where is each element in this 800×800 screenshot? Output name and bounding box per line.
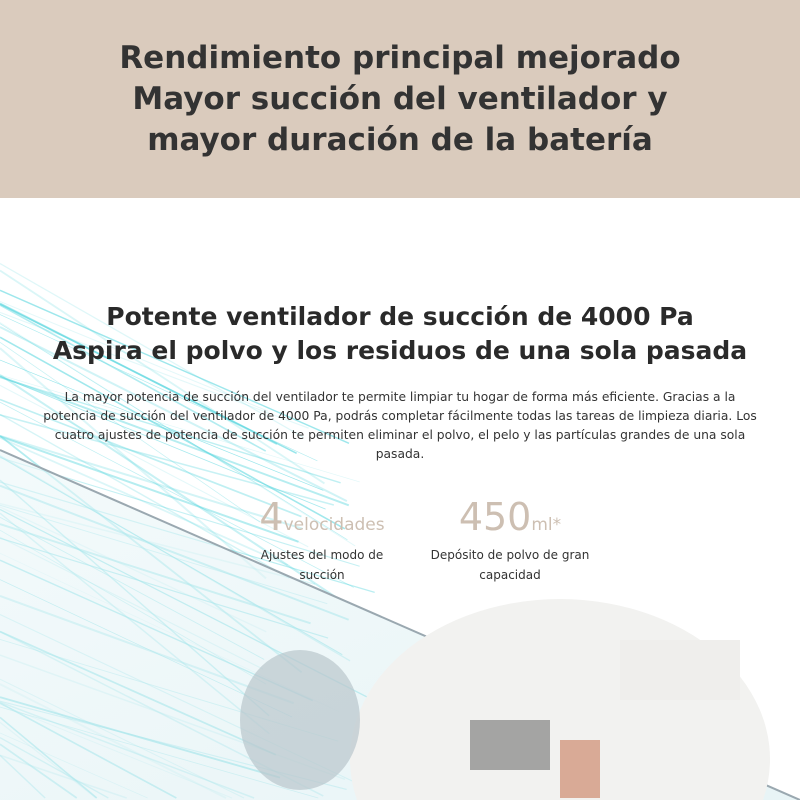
banner-title-line: Rendimiento principal mejorado <box>119 39 681 76</box>
stat-unit: velocidades <box>283 515 385 535</box>
robot-lidar-cover <box>620 640 740 700</box>
robot-internal-part <box>470 720 550 770</box>
section-heading <box>0 300 800 368</box>
banner-title-line: Mayor succión del ventilador y <box>132 80 668 117</box>
stat-value: 450 <box>458 495 532 539</box>
stat-unit: ml* <box>531 515 562 535</box>
section-heading-line: Potente ventilador de succión de 4000 Pa <box>106 302 694 331</box>
stat-value: 4 <box>259 495 284 539</box>
stat-speeds <box>222 495 422 585</box>
robot-fan <box>240 650 360 790</box>
stat-dustbin <box>410 495 610 585</box>
stat-label: Ajustes del modo de <box>260 548 384 562</box>
header-banner <box>0 0 800 198</box>
banner-title-line: mayor duración de la batería <box>147 121 653 158</box>
stat-label: capacidad <box>479 568 541 582</box>
stat-label: Depósito de polvo de gran <box>430 548 590 562</box>
robot-internal-part <box>560 740 600 798</box>
banner-title <box>119 38 680 161</box>
stat-label: succión <box>299 568 345 582</box>
section-description: La mayor potencia de succión del ventilador te permite limpiar tu hogar de forma más eficiente. Gracias a la potencia de succión del ventilador de 4000 Pa, podrás completar fácilmente todas las tareas de limpieza diaria. Los cuatro ajustes de potencia de succión te permiten eliminar el polvo, el pelo y las partículas grandes de una sola pasada. <box>43 390 757 461</box>
main-section <box>0 300 800 464</box>
section-heading-line: Aspira el polvo y los residuos de una sola pasada <box>52 336 748 365</box>
